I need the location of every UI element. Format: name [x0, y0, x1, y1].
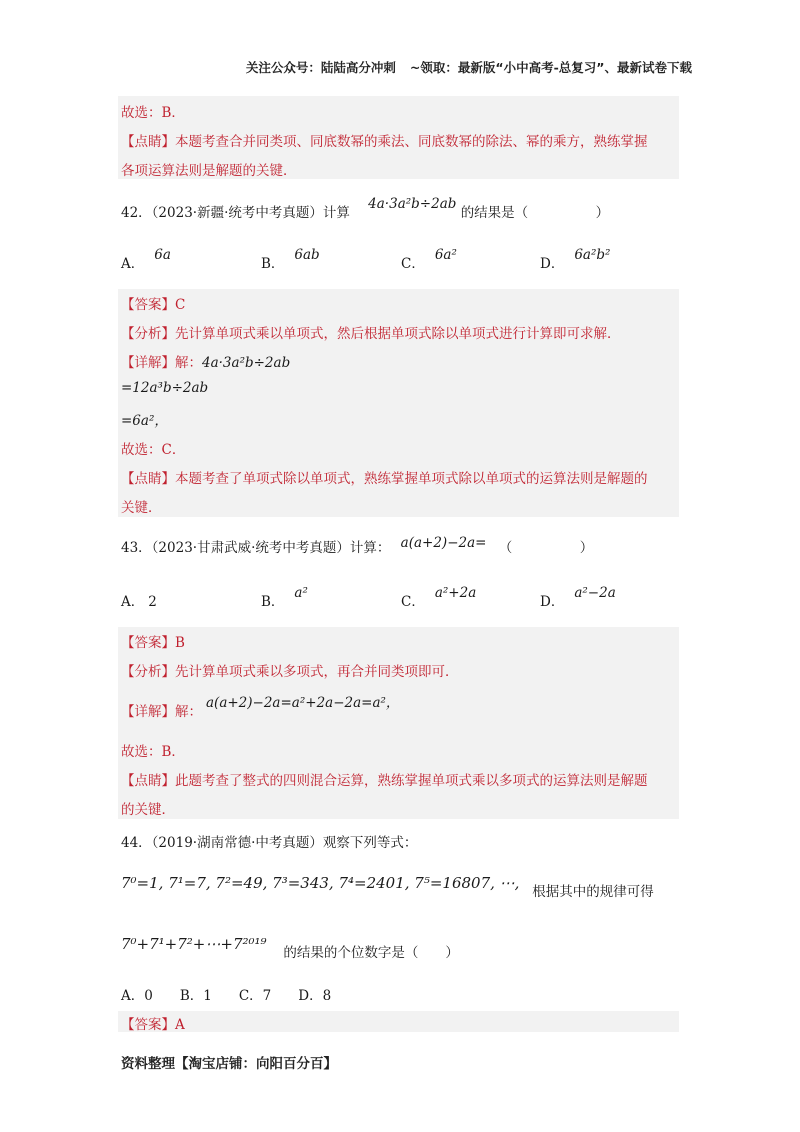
q43-comment-cont: 的关键． — [121, 802, 175, 818]
q42-option-c: C．6a² — [401, 247, 457, 272]
prev-comment-cont: 各项运算法则是解题的关键． — [121, 163, 297, 179]
q42-step2: =12a³b÷2ab — [121, 380, 209, 396]
q42-comment-cont: 关键． — [121, 500, 162, 516]
q43-option-d: D．a²−2a — [540, 585, 616, 610]
header-right: ~领取：最新版“小中高考-总复习”、最新试卷下载 — [409, 60, 692, 75]
q42-option-b: B．6ab — [261, 247, 320, 272]
q43-suffix: （ ） — [498, 540, 594, 556]
q42-option-d: D．6a²b² — [540, 247, 611, 272]
q44-stem: 44．（2019·湖南常德·中考真题）观察下列等式： — [121, 835, 418, 851]
q43-option-c: C．a²+2a — [401, 585, 477, 610]
q43-answer: 【答案】B — [121, 635, 185, 651]
q44-sum-expr: 7⁰+7¹+7²+⋯+7²⁰¹⁹ — [121, 935, 267, 953]
q43-step1: a(a+2)−2a=a²+2a−2a=a²， — [206, 695, 400, 711]
header-left: 关注公众号：陆陆高分冲刺 — [245, 60, 396, 75]
q42-step3: =6a²， — [121, 413, 168, 429]
q42-step1: 4a·3a²b÷2ab — [202, 355, 291, 371]
q43-comment: 【点睛】此题考查了整式的四则混合运算，熟练掌握单项式乘以多项式的运算法则是解题 — [121, 773, 648, 789]
q43-stem-text: 43．（2023·甘肃武威·统考中考真题）计算： — [121, 540, 391, 556]
q43-stem — [121, 536, 593, 556]
q44-solution-box — [118, 1011, 679, 1032]
q42-option-a: A．6a — [121, 247, 171, 272]
q42-stem-text: 42．（2023·新疆·统考中考真题）计算 — [121, 205, 350, 221]
q43-option-a: A． 2 — [121, 594, 157, 610]
q43-detail: 【详解】解：a(a+2)−2a=a²+2a−2a=a²， — [121, 695, 400, 720]
q42-detail: 【详解】解：4a·3a²b÷2ab — [121, 355, 291, 371]
q44-sum-suffix: 的结果的个位数字是（ ） — [283, 945, 459, 961]
q44-eq: 7⁰=1, 7¹=7, 7²=49, 7³=343, 7⁴=2401, 7⁵=16807, ⋯, — [121, 874, 520, 892]
prev-choice: 故选：B． — [121, 105, 185, 121]
q42-analysis: 【分析】先计算单项式乘以单项式，然后根据单项式除以单项式进行计算即可求解． — [121, 326, 621, 342]
q44-eq-suffix: 根据其中的规律可得 — [532, 884, 654, 900]
q42-answer: 【答案】C — [121, 297, 186, 313]
q43-expr: a(a+2)−2a= — [400, 535, 487, 551]
q42-comment: 【点睛】本题考查了单项式除以单项式，熟练掌握单项式除以单项式的运算法则是解题的 — [121, 471, 648, 487]
q42-expr: 4a·3a²b÷2ab — [368, 196, 457, 212]
q44-answer: 【答案】A — [121, 1017, 185, 1033]
page-header — [246, 58, 692, 76]
comment-text: 本题考查合并同类项、同底数幂的乘法、同底数幂的除法、幂的乘方，熟练掌握 — [175, 134, 648, 150]
q42-stem — [121, 196, 610, 221]
q43-solution-box — [118, 627, 679, 819]
q43-option-b: B．a² — [261, 585, 308, 610]
q42-suffix: 的结果是（ ） — [460, 205, 610, 221]
comment-tag: 【点睛】 — [121, 134, 175, 150]
q44-sum — [121, 933, 459, 961]
q42-choice: 故选：C． — [121, 442, 186, 458]
prev-comment — [121, 130, 648, 150]
q44-options: A．0 B．1 C．7 D．8 — [121, 988, 332, 1004]
q44-equations — [121, 872, 654, 900]
q43-choice: 故选：B． — [121, 744, 185, 760]
q43-analysis: 【分析】先计算单项式乘以多项式，再合并同类项即可． — [121, 664, 459, 680]
page-footer: 资料整理【淘宝店铺：向阳百分百】 — [121, 1056, 337, 1072]
